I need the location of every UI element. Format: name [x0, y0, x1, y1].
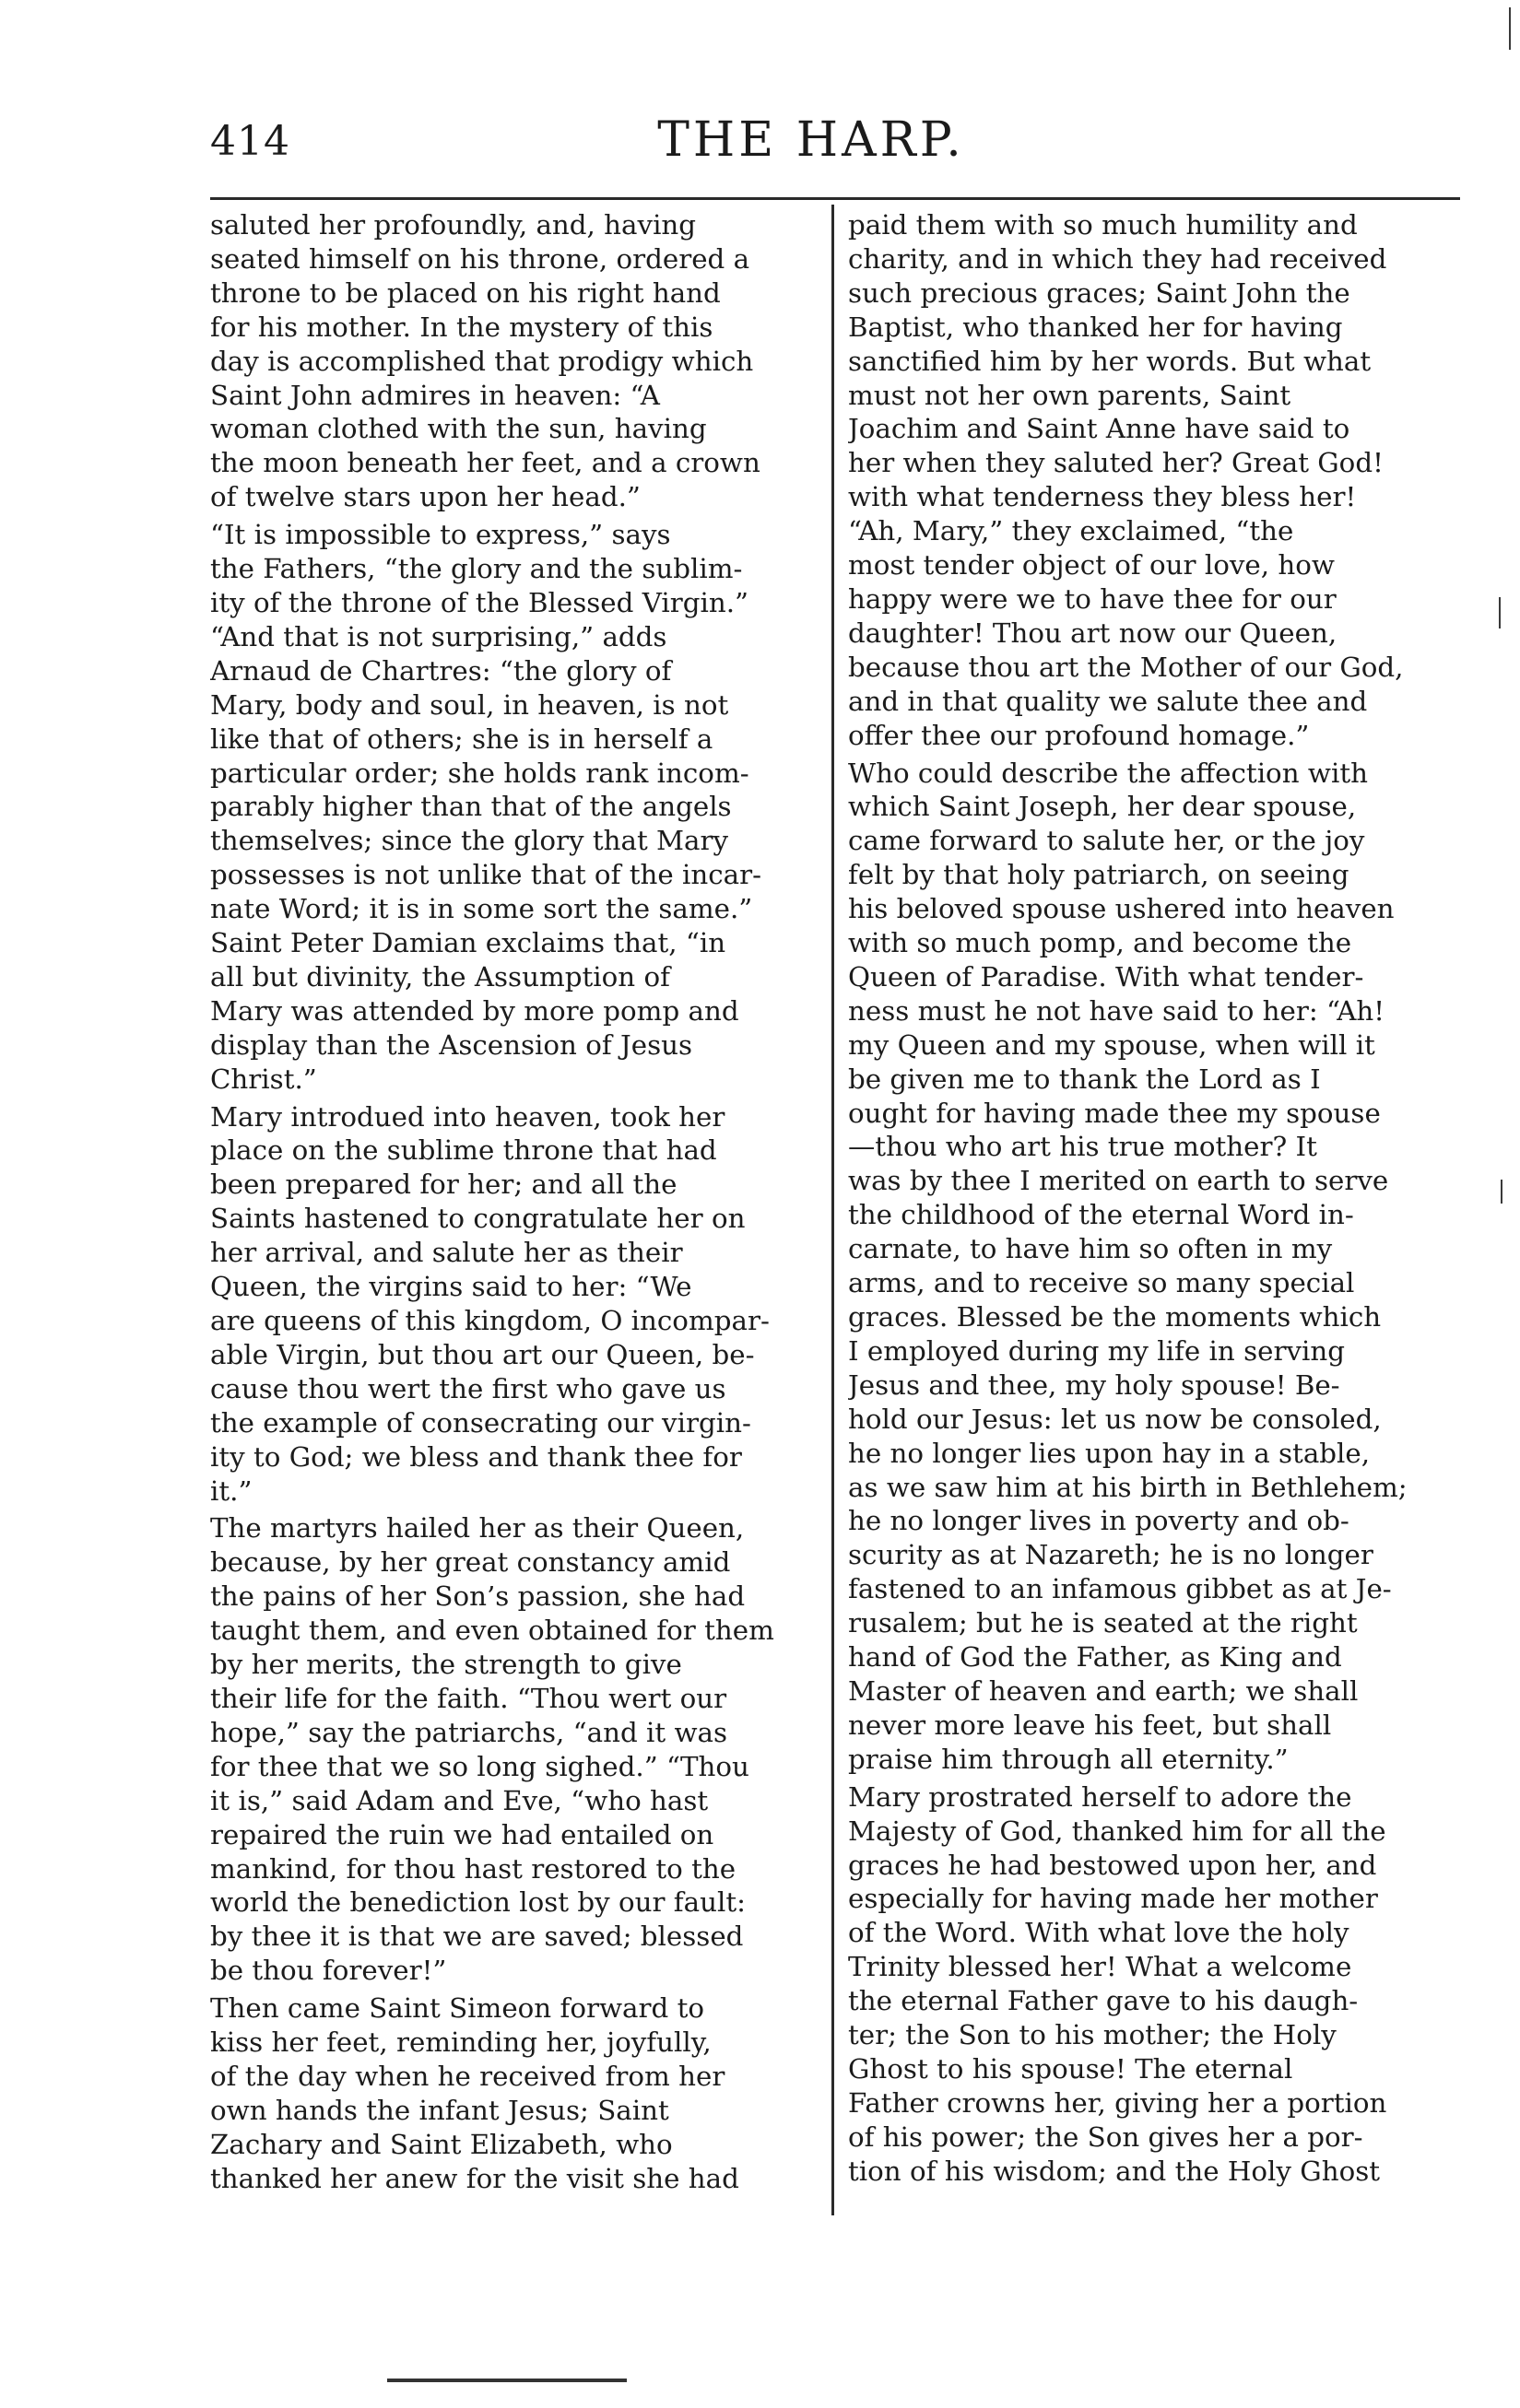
- paragraph: Mary prostrated herself to adore the Majesty of God, thanked him for all the graces he had bestowed upon her, and especially for having made her mother of the Word. With what love the holy Trinity blessed her! What a welcome the eternal Father gave to his daugh- ter; the Son to his mother; the Holy Ghost to his spouse! The eternal Father crowns her, giving her a portion of his power; the Son gives her a por- tion of his wisdom; and the Holy Ghost: [848, 1780, 1387, 2187]
- column-rule: [831, 205, 834, 2215]
- paragraph: The martyrs hailed her as their Queen, because, by her great constancy amid the pains of her Son’s passion, she had taught them, and even obtained for them by her merits, the strength to give their life for the faith. “Thou wert our hope,” say the patriarchs, “and it was for thee that we so long sighed.” “Thou it is,” said Adam and Eve, “who hast repaired the ruin we had entailed on mankind, for thou hast restored to the world the benediction lost by our fault: by thee it is that we are saved; blessed be thou forever!”: [210, 1512, 774, 1987]
- header-rule: [210, 197, 1460, 200]
- right-column: [848, 208, 1462, 2222]
- margin-mark: [1501, 1180, 1502, 1204]
- left-column: [210, 208, 820, 2222]
- paragraph: Mary introdued into heaven, took her place on the sublime throne that had been prepared for her; and all the Saints hastened to congratulate her on her arrival, and salute her as their Queen, the virgins said to her: “We are queens of this kingdom, O incompar- able Virgin, but thou art our Queen, be- cause thou wert the first who gave us the example of consecrating our virgin- ity to God; we bless and thank thee for it.”: [210, 1100, 770, 1507]
- paragraph: “It is impossible to express,” says the Fathers, “the glory and the sublim- ity of the throne of the Blessed Virgin.” “And that is not surprising,” adds Arnaud de Chartres: “the glory of Mary, body and soul, in heaven, is not like that of others; she is in herself a particular order; she holds rank incom- parably higher than that of the angels themselves; since the glory that Mary possesses is not unlike that of the incar- nate Word; it is in some sort the same.” Saint Peter Damian exclaims that, “in all but divinity, the Assumption of Mary was attended by more pomp and display than the Ascension of Jesus Christ.”: [210, 519, 762, 1095]
- running-head-title: THE HARP.: [657, 112, 965, 168]
- paragraph: Who could describe the affection with which Saint Joseph, her dear spouse, came forward to salute her, or the joy felt by that holy patriarch, on seeing his beloved spouse ushered into heaven with so much pomp, and become the Queen of Paradise. With what tender- ness must he not have said to her: “Ah! my Queen and my spouse, when will it be given me to thank the Lord as I ought for having made thee my spouse —thou who art his true mother? It was by thee I merited on earth to serve the childhood of the eternal Word in- carnate, to have him so often in my arms, and to receive so many special graces. Blessed be the moments which I employed during my life in serving Jesus and thee, my holy spouse! Be- hold our Jesus: let us now be consoled, he no longer lies upon hay in a stable, as we saw him at his birth in Bethlehem; he no longer lives in poverty and ob- scurity as at Nazareth; he is no longer fastened to an infamous gibbet as at Je- rusalem; but he is seated at the right hand of God the Father, as King and Master of heaven and earth; we shall never more leave his feet, but shall praise him through all eternity.”: [848, 757, 1408, 1775]
- paragraph: saluted her profoundly, and, having seated himself on his throne, ordered a throne to be placed on his right hand for his mother. In the mystery of this day is accomplished that prodigy which Saint John admires in heaven: “A woman clothed with the sun, having the moon beneath her feet, and a crown of twelve stars upon her head.”: [210, 209, 760, 513]
- page-number: 414: [210, 118, 290, 165]
- paragraph: Then came Saint Simeon forward to kiss her feet, reminding her, joyfully, of the day when he received from her own hands the infant Jesus; Saint Zachary and Saint Elizabeth, who thanked her anew for the visit she had: [210, 1992, 739, 2194]
- margin-mark: [1509, 7, 1511, 50]
- margin-mark: [1499, 597, 1501, 628]
- bottom-rule: [387, 2379, 627, 2382]
- paragraph: paid them with so much humility and charity, and in which they had received such precious graces; Saint John the Baptist, who thanked her for having sanctified him by her words. But what must not her own parents, Saint Joachim and Saint Anne have said to her when they saluted her? Great God! with what tenderness they bless her! “Ah, Mary,” they exclaimed, “the most tender object of our love, how happy were we to have thee for our daughter! Thou art now our Queen, because thou art the Mother of our God, and in that quality we salute thee and offer thee our profound homage.”: [848, 209, 1404, 751]
